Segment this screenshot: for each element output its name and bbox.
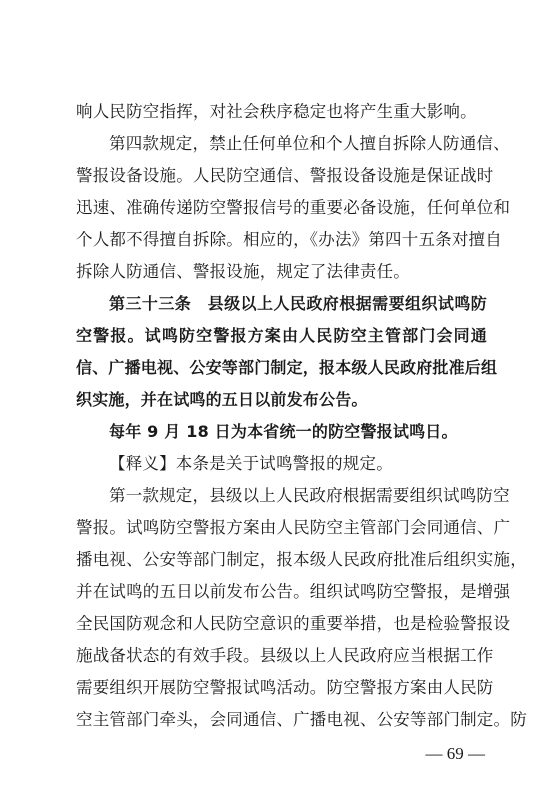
text-line: 空主管部门牵头，会同通信、广播电视、公安等部门制定。防	[76, 710, 527, 729]
text-line: 拆除人防通信、警报设施，规定了法律责任。	[76, 262, 410, 281]
paragraph-p1	[76, 96, 487, 128]
paragraph-p2	[76, 128, 511, 288]
text-line: 【释义】本条是关于试鸣警报的规定。	[109, 454, 393, 473]
text-line: 响人民防空指挥，对社会秩序稳定也将产生重大影响。	[76, 102, 477, 121]
text-line: 并在试鸣的五日以前发布公告。组织试鸣防空警报，是增强	[76, 582, 511, 601]
text-line: 第一款规定，县级以上人民政府根据需要组织试鸣防空	[109, 486, 510, 505]
paragraph-p6	[76, 480, 527, 736]
paragraph-p4	[76, 416, 487, 448]
page-number: — 69 —	[425, 744, 485, 763]
text-line: 个人都不得擅自拆除。相应的，《办法》第四十五条对擅自	[76, 230, 502, 249]
text-line: 空警报。试鸣防空警报方案由人民防空主管部门会同通	[76, 326, 487, 345]
text-line: 播电视、公安等部门制定，报本级人民政府批准后组织实施，	[76, 550, 527, 569]
paragraph-p3	[76, 288, 498, 416]
text-line: 织实施，并在试鸣的五日以前发布公告。	[76, 390, 368, 409]
text-line: 迅速、准确传递防空警报信号的重要必备设施，任何单位和	[76, 198, 511, 217]
text-line: 警报。试鸣防空警报方案由人民防空主管部门会同通信、广	[76, 518, 511, 537]
text-line: 信、广播电视、公安等部门制定，报本级人民政府批准后组	[76, 358, 498, 377]
paragraph-p5	[76, 448, 487, 480]
text-line: 第四款规定，禁止任何单位和个人擅自拆除人防通信、	[109, 134, 510, 153]
text-line: 第三十三条 县级以上人民政府根据需要组织试鸣防	[109, 294, 487, 313]
text-line: 警报设备设施。人民防空通信、警报设备设施是保证战时	[76, 166, 494, 185]
text-line: 全民国防观念和人民防空意识的重要举措，也是检验警报设	[76, 614, 511, 633]
text-line: 需要组织开展防空警报试鸣活动。防空警报方案由人民防	[76, 678, 494, 697]
body-text	[76, 96, 527, 736]
text-line: 每年 9 月 18 日为本省统一的防空警报试鸣日。	[109, 422, 458, 441]
text-line: 施战备状态的有效手段。县级以上人民政府应当根据工作	[76, 646, 494, 665]
